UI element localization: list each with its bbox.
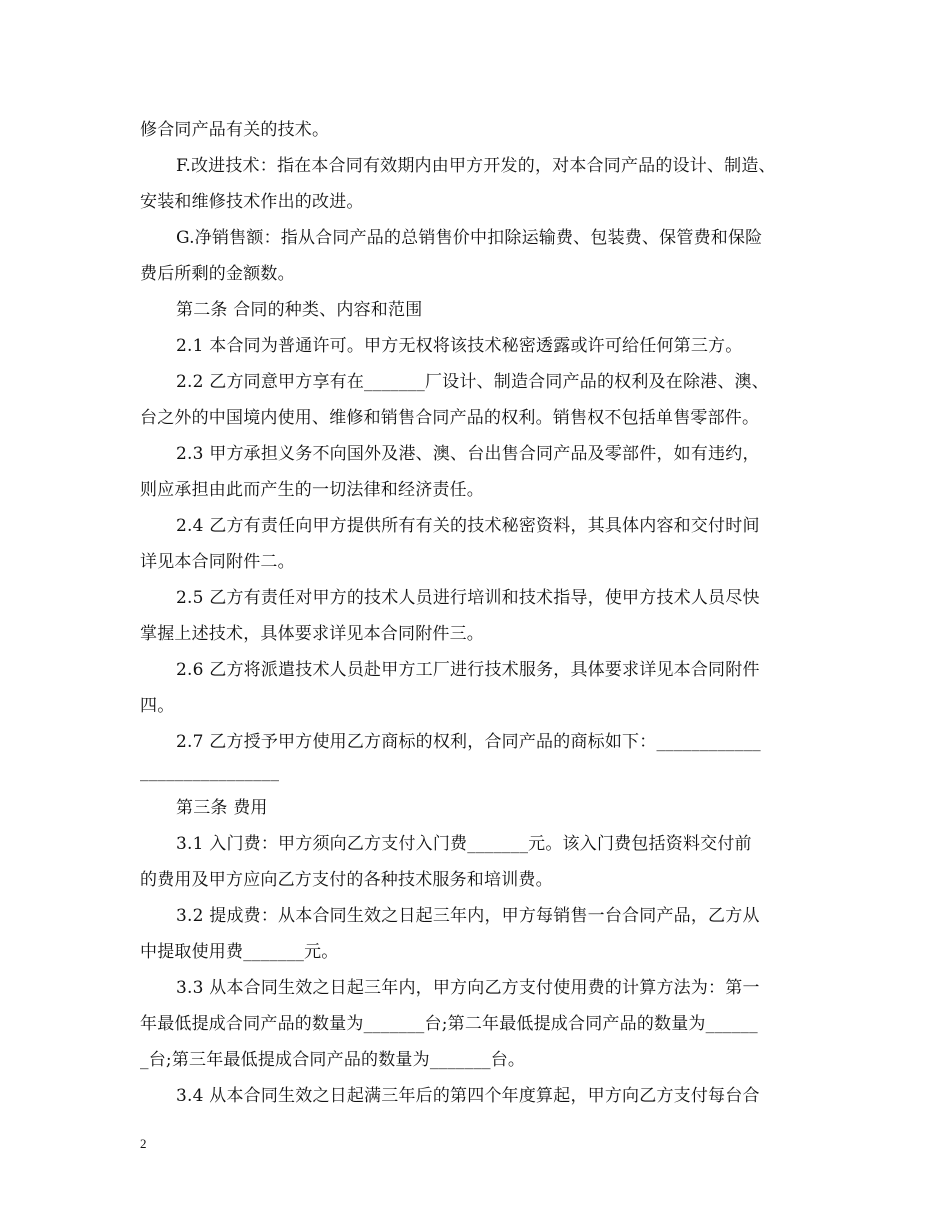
text-line: ________________ (140, 762, 280, 782)
text-line: 3.3 从本合同生效之日起三年内，甲方向乙方支付使用费的计算方法为：第一 (176, 978, 760, 998)
text-line: 2.5 乙方有责任对甲方的技术人员进行培训和技术指导，使甲方技术人员尽快 (176, 588, 760, 608)
text-line: 费后所剩的金额数。 (140, 264, 295, 284)
text-line: 则应承担由此而产生的一切法律和经济责任。 (140, 480, 484, 500)
text-line: 台之外的中国境内使用、维修和销售合同产品的权利。销售权不包括单售零部件。 (140, 408, 760, 428)
section-heading: 第二条 合同的种类、内容和范围 (176, 300, 423, 320)
section-heading: 第三条 费用 (176, 798, 268, 818)
text-line: 3.1 入门费：甲方须向乙方支付入门费_______元。该入门费包括资料交付前 (176, 834, 752, 854)
text-line: 修合同产品有关的技术。 (140, 120, 330, 140)
text-line: 中提取使用费_______元。 (140, 942, 339, 962)
text-line: 3.4 从本合同生效之日起满三年后的第四个年度算起，甲方向乙方支付每台合 (176, 1086, 760, 1106)
text-line: 的费用及甲方应向乙方支付的各种技术服务和培训费。 (140, 870, 553, 890)
text-line: 2.6 乙方将派遣技术人员赴甲方工厂进行技术服务，具体要求详见本合同附件 (176, 660, 760, 680)
text-line: 四。 (140, 696, 175, 716)
text-line: 3.2 提成费：从本合同生效之日起三年内，甲方每销售一台合同产品，乙方从 (176, 906, 760, 926)
text-line: 掌握上述技术，具体要求详见本合同附件三。 (140, 624, 484, 644)
text-line: 2.2 乙方同意甲方享有在_______厂设计、制造合同产品的权利及在除港、澳、 (176, 372, 769, 392)
text-line: 安装和维修技术作出的改进。 (140, 192, 364, 212)
text-line: G.净销售额：指从合同产品的总销售价中扣除运输费、包装费、保管费和保险 (176, 228, 763, 248)
text-line: 2.7 乙方授予甲方使用乙方商标的权利，合同产品的商标如下：____________ (176, 732, 761, 752)
text-line: 2.4 乙方有责任向甲方提供所有有关的技术秘密资料，其具体内容和交付时间 (176, 516, 760, 536)
page-number: 2 (140, 1136, 147, 1151)
text-line: 详见本合同附件二。 (140, 552, 295, 572)
text-line: 2.3 甲方承担义务不向国外及港、澳、台出售合同产品及零部件，如有违约， (176, 444, 760, 464)
text-line: 年最低提成合同产品的数量为_______台;第二年最低提成合同产品的数量为______ (140, 1014, 758, 1034)
text-line: 2.1 本合同为普通许可。甲方无权将该技术秘密透露或许可给任何第三方。 (176, 336, 743, 356)
text-line: _台;第三年最低提成合同产品的数量为_______台。 (140, 1050, 526, 1070)
text-line: F.改进技术：指在本合同有效期内由甲方开发的，对本合同产品的设计、制造、 (176, 156, 776, 176)
